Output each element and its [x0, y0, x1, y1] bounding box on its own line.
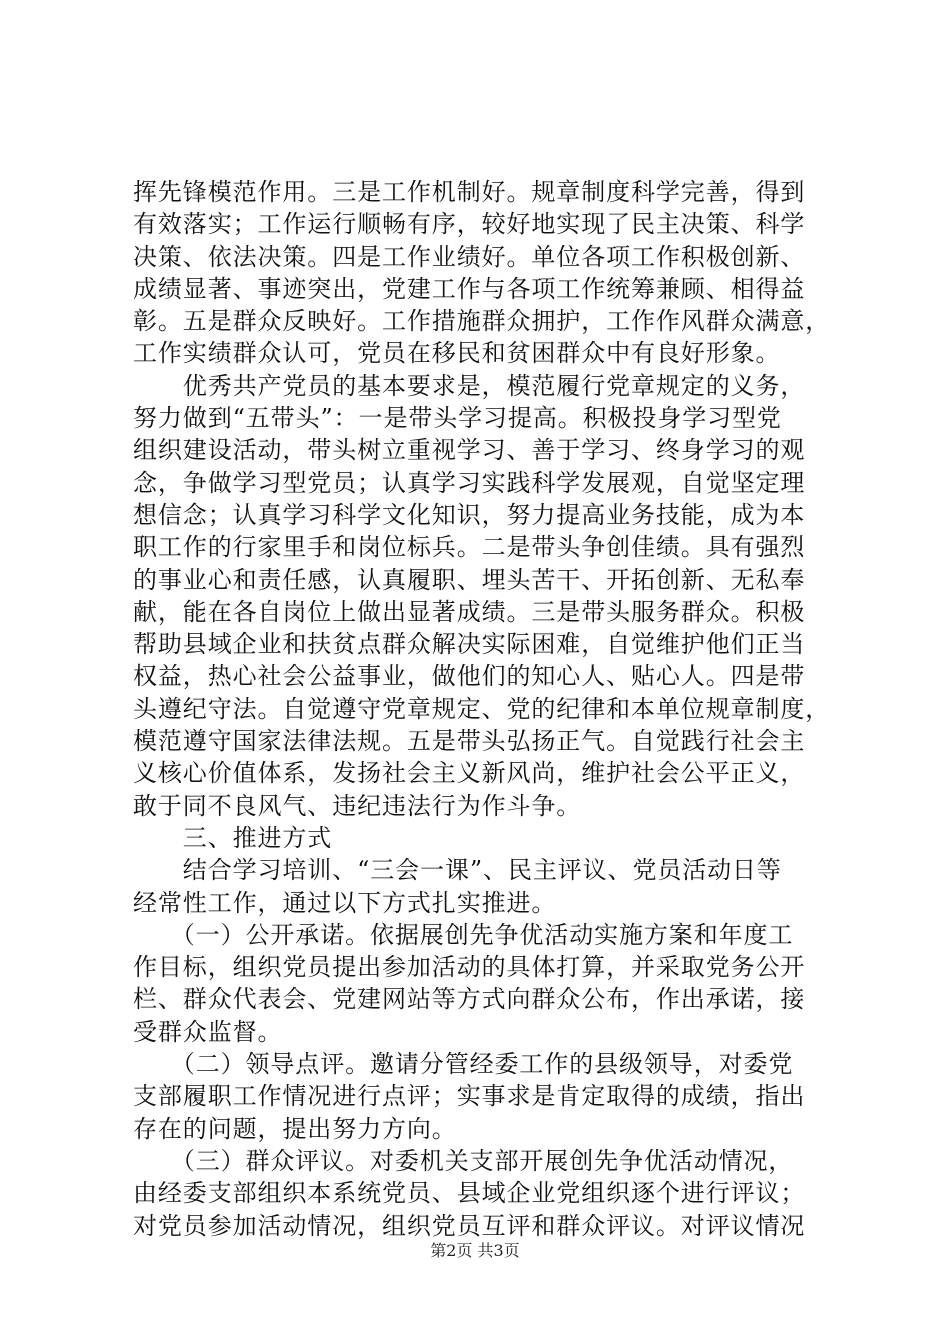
- text-line: 有效落实；工作运行顺畅有序，较好地实现了民主决策、科学: [133, 210, 806, 239]
- text-line: 三、推进方式: [133, 823, 333, 852]
- text-line: 受群众监督。: [133, 1017, 283, 1046]
- text-line: 作目标，组织党员提出参加活动的具体打算，并采取党务公开: [133, 953, 806, 982]
- text-line: 决策、依法决策。四是工作业绩好。单位各项工作积极创新、: [133, 242, 806, 271]
- text-line: 挥先锋模范作用。三是工作机制好。规章制度科学完善，得到: [133, 178, 806, 206]
- text-line: 想信念；认真学习科学文化知识，努力提高业务技能，成为本: [133, 500, 806, 529]
- text-line: 献，能在各自岗位上做出显著成绩。三是带头服务群众。积极: [133, 597, 806, 626]
- text-line: 经常性工作，通过以下方式扎实推进。: [133, 888, 557, 917]
- text-line: 结合学习培训、“三会一课”、民主评议、党员活动日等: [133, 856, 782, 885]
- text-line: 成绩显著、事迹突出，党建工作与各项工作统筹兼顾、相得益: [133, 274, 806, 303]
- text-line: 帮助县域企业和扶贫点群众解决实际困难，自觉维护他们正当: [133, 630, 806, 659]
- text-line: 权益，热心社会公益事业，做他们的知心人、贴心人。四是带: [133, 662, 806, 691]
- text-line: 对党员参加活动情况，组织党员互评和群众评议。对评议情况: [133, 1211, 806, 1240]
- document-body: [133, 176, 833, 1242]
- text-line: 职工作的行家里手和岗位标兵。二是带头争创佳绩。具有强烈: [133, 533, 806, 562]
- text-line: 念，争做学习型党员；认真学习实践科学发展观，自觉坚定理: [133, 468, 806, 497]
- text-line: 由经委支部组织本系统党员、县域企业党组织逐个进行评议；: [133, 1179, 806, 1208]
- text-line: （一）公开承诺。依据展创先争优活动实施方案和年度工: [133, 920, 794, 949]
- text-line: 努力做到“五带头”：一是带头学习提高。积极投身学习型党: [133, 404, 782, 433]
- text-line: 组织建设活动，带头树立重视学习、善于学习、终身学习的观: [133, 436, 806, 465]
- page-footer: 第2页 共3页: [430, 1241, 520, 1260]
- text-line: 模范遵守国家法律法规。五是带头弘扬正气。自觉践行社会主: [133, 727, 806, 756]
- text-line: 支部履职工作情况进行点评；实事求是肯定取得的成绩，指出: [133, 1082, 806, 1111]
- text-line: 的事业心和责任感，认真履职、埋头苦干、开拓创新、无私奉: [133, 565, 806, 594]
- text-line: 头遵纪守法。自觉遵守党章规定、党的纪律和本单位规章制度，: [133, 694, 831, 723]
- text-line: 工作实绩群众认可，党员在移民和贫困群众中有良好形象。: [133, 339, 781, 368]
- text-line: 优秀共产党员的基本要求是，模范履行党章规定的义务，: [133, 371, 806, 400]
- text-line: （二）领导点评。邀请分管经委工作的县级领导，对委党: [133, 1050, 794, 1079]
- text-line: 栏、群众代表会、党建网站等方式向群众公布，作出承诺，接: [133, 985, 806, 1014]
- text-line: 彰。五是群众反映好。工作措施群众拥护，工作作风群众满意，: [133, 307, 831, 336]
- text-line: 义核心价值体系，发扬社会主义新风尚，维护社会公平正义，: [133, 759, 806, 788]
- text-line: 敢于同不良风气、违纪违法行为作斗争。: [133, 791, 582, 820]
- text-line: 存在的问题，提出努力方向。: [133, 1114, 457, 1143]
- text-line: （三）群众评议。对委机关支部开展创先争优活动情况，: [133, 1146, 794, 1175]
